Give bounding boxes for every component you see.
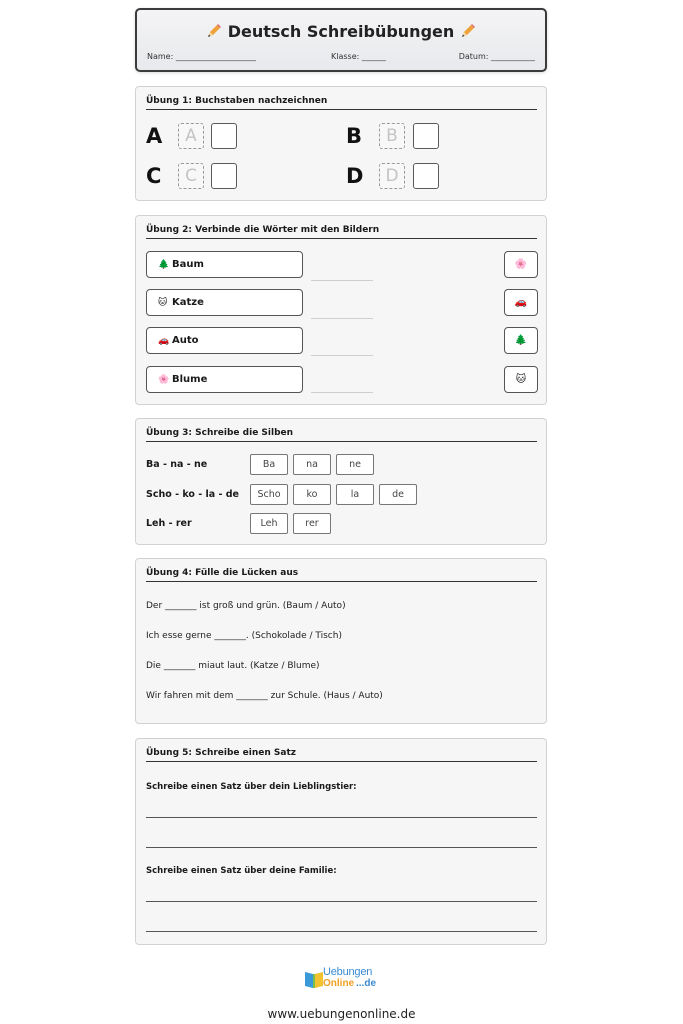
cat-icon: 🐱: [158, 298, 168, 308]
logo-text-suffix: ...de: [356, 978, 377, 989]
exercise-2-title: Übung 2: Verbinde die Wörter mit den Bildern: [146, 225, 537, 239]
logo-text-bottom: Online: [323, 978, 355, 989]
picture-box-flower[interactable]: 🌸: [504, 251, 538, 278]
writing-line[interactable]: [146, 847, 537, 848]
flower-icon: 🌸: [158, 375, 170, 385]
letter-d: D: [346, 164, 364, 188]
gap-sentence[interactable]: Ich esse gerne _______. (Schokolade / Tisch): [146, 631, 342, 641]
pencil-icon: [206, 23, 222, 39]
syllable-word-label: Scho - ko - la - de: [146, 489, 239, 500]
syllable-box[interactable]: na: [293, 454, 331, 475]
write-box-c[interactable]: [211, 163, 237, 189]
exercise-5-title: Übung 5: Schreibe einen Satz: [146, 748, 537, 762]
syllable-word-label: Leh - rer: [146, 518, 192, 529]
datum-field[interactable]: Datum: ___________: [458, 52, 535, 61]
gap-sentence[interactable]: Wir fahren mit dem _______ zur Schule. (Haus / Auto): [146, 691, 383, 701]
worksheet-title: Deutsch Schreibübungen: [227, 22, 455, 41]
match-line[interactable]: [311, 392, 373, 393]
word-box-blume[interactable]: [146, 366, 303, 393]
letter-b: B: [346, 124, 363, 148]
write-box-d[interactable]: [413, 163, 439, 189]
syllable-box[interactable]: ne: [336, 454, 374, 475]
logo-text-top: Uebungen: [323, 966, 373, 978]
trace-box-c[interactable]: C: [178, 163, 204, 189]
trace-box-b[interactable]: B: [379, 123, 405, 149]
match-line[interactable]: [311, 355, 373, 356]
match-line[interactable]: [311, 280, 373, 281]
worksheet-header: [135, 8, 547, 72]
writing-line[interactable]: [146, 901, 537, 902]
gap-sentence[interactable]: Der _______ ist groß und grün. (Baum / Auto): [146, 601, 346, 611]
exercise-4-title: Übung 4: Fülle die Lücken aus: [146, 568, 537, 582]
exercise-1: [135, 86, 547, 201]
gap-sentence[interactable]: Die _______ miaut laut. (Katze / Blume): [146, 661, 320, 671]
write-box-b[interactable]: [413, 123, 439, 149]
exercise-1-title: Übung 1: Buchstaben nachzeichnen: [146, 96, 537, 110]
picture-box-car[interactable]: 🚗: [504, 289, 538, 316]
uebungenonline-logo[interactable]: [303, 966, 383, 992]
word-label: Auto: [172, 335, 199, 346]
match-line[interactable]: [311, 318, 373, 319]
syllable-box[interactable]: rer: [293, 513, 331, 534]
syllable-box[interactable]: la: [336, 484, 374, 505]
word-box-katze[interactable]: [146, 289, 303, 316]
writing-line[interactable]: [146, 817, 537, 818]
letter-a: A: [146, 124, 163, 148]
exercise-2: [135, 215, 547, 405]
word-box-baum[interactable]: [146, 251, 303, 278]
exercise-5: [135, 738, 547, 945]
word-box-auto[interactable]: [146, 327, 303, 354]
writing-prompt: Schreibe einen Satz über deine Familie:: [146, 866, 337, 876]
pencil-icon: [460, 23, 476, 39]
write-box-a[interactable]: [211, 123, 237, 149]
word-label: Blume: [172, 374, 208, 385]
letter-c: C: [146, 164, 162, 188]
picture-box-tree[interactable]: 🌲: [504, 327, 538, 354]
car-icon: 🚗: [158, 336, 170, 346]
word-label: Baum: [172, 259, 204, 270]
syllable-word-label: Ba - na - ne: [146, 459, 208, 470]
footer-url[interactable]: www.uebungenonline.de: [267, 1007, 416, 1021]
trace-box-a[interactable]: A: [178, 123, 204, 149]
name-field[interactable]: Name: ____________________: [147, 52, 256, 61]
exercise-3-title: Übung 3: Schreibe die Silben: [146, 428, 537, 442]
exercise-4: [135, 558, 547, 724]
syllable-box[interactable]: Ba: [250, 454, 288, 475]
tree-icon: 🌲: [158, 260, 170, 270]
book-icon: [303, 968, 325, 990]
syllable-box[interactable]: ko: [293, 484, 331, 505]
picture-box-cat[interactable]: 🐱: [504, 366, 538, 393]
syllable-box[interactable]: Leh: [250, 513, 288, 534]
word-label: Katze: [172, 297, 204, 308]
worksheet-title-row: [137, 22, 545, 41]
exercise-3: [135, 418, 547, 545]
syllable-box[interactable]: Scho: [250, 484, 288, 505]
syllable-box[interactable]: de: [379, 484, 417, 505]
trace-box-d[interactable]: D: [379, 163, 405, 189]
writing-prompt: Schreibe einen Satz über dein Lieblingstier:: [146, 782, 357, 792]
writing-line[interactable]: [146, 931, 537, 932]
klasse-field[interactable]: Klasse: ______: [331, 52, 386, 61]
